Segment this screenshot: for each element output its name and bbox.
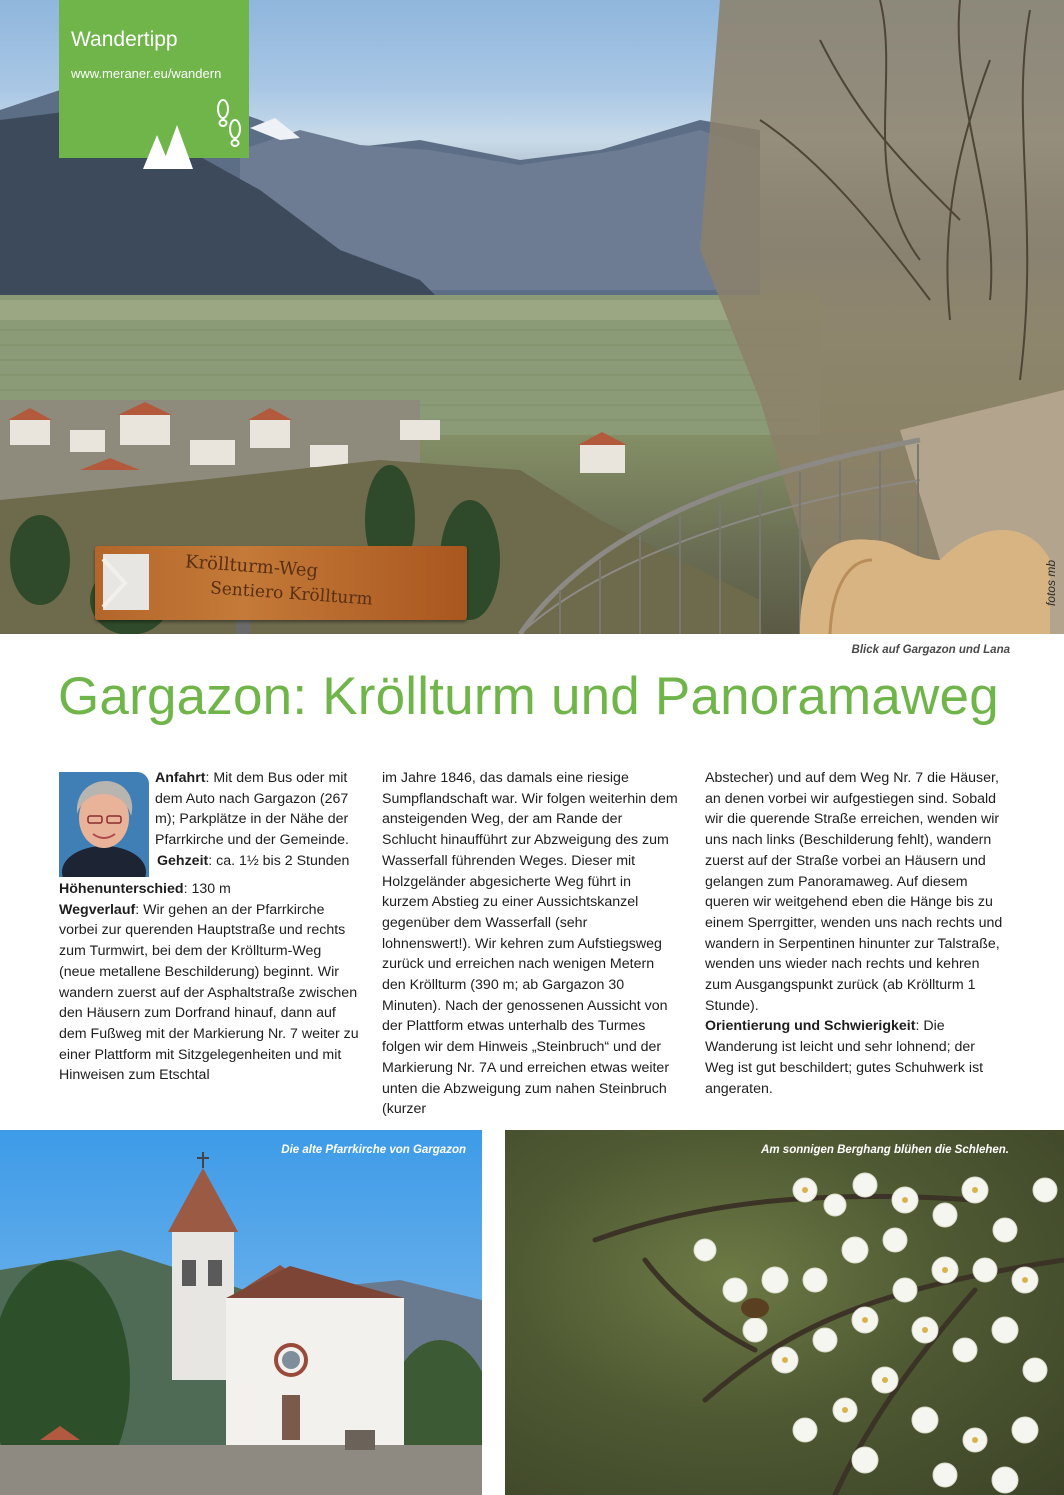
hero-caption: Blick auf Gargazon und Lana	[851, 644, 1010, 656]
chevron-right-icon	[95, 553, 131, 613]
blossom-caption: Am sonnigen Berghang blühen die Schlehen.	[761, 1144, 1009, 1156]
hero-photo	[0, 0, 1064, 634]
info-wegverlauf: Wegverlauf: Wir gehen an der Pfarrkirche vorbei zur querenden Hauptstraße und rechts zum Turmwirt, bei dem der Kröllturm-Weg (neue metallene Beschilderung) beginnt. Wir wandern zuerst auf der Asphaltstraße zwischen den Häusern zum Dorfrand hinauf, dann auf dem Fußweg mit der Markierung Nr. 7 weiter zu einer Plattform mit Sitzgelegenheiten und mit Hinweisen zum Etschtal	[59, 901, 359, 1084]
text-column-2	[382, 768, 680, 1120]
info-hoehenunterschied: Höhenunterschied: 130 m	[59, 881, 231, 897]
column-3-text: Abstecher) und auf dem Weg Nr. 7 die Häuser, an denen vorbei wir aufgestiegen sind. Sobald wir die querende Straße erreichen, wenden wir uns nach links (Beschilderung fehlt), wandern zuerst auf der Straße vorbei an Häusern und gelangen zum Panoramaweg. Auf diesem queren wir weitgehend eben die Hänge bis zu einem Sperrgitter, wenden uns nach rechts und wandern in Serpentinen hinunter zur Talstraße, wenden uns wieder nach rechts und kehren zum Ausgangspunkt zurück (ab Kröllturm 1 Stunde). Orientierung und Schwierigkeit: Die Wanderung ist leicht und sehr lohnend; der Weg ist gut beschildert; gutes Schuhwerk ist angeraten.	[705, 770, 1003, 1097]
info-gehzeit: Gehzeit: ca. 1½ bis 2 Stunden	[157, 852, 350, 869]
text-column-3	[705, 768, 1005, 1099]
banner-title: Wandertipp	[71, 28, 178, 51]
author-portrait	[59, 772, 149, 877]
church-caption: Die alte Pfarrkirche von Gargazon	[281, 1144, 466, 1156]
tree-icon	[139, 125, 199, 175]
article-title: Gargazon: Kröllturm und Panoramaweg	[58, 667, 999, 726]
column-2-text: im Jahre 1846, das damals eine riesige Sumpflandschaft war. Wir folgen weiterhin dem ansteigenden Weg, der am Rande der Schlucht hinaufführt zur Abzweigung des zum Wasserfall führenden Weges. Dieser mit Holzgeländer abgesicherte Weg führt in kurzem Abstieg zu einer Aussichtskanzel gegenüber dem Wasserfall (sehr lohnenswert!). Wir kehren zum Aufstiegsweg zurück und erreichen nach wenigen Metern den Kröllturm (390 m; ab Gargazon 30 Minuten). Nach der genossenen Aussicht von der Plattform etwas unterhalb des Turmes folgen wir dem Hinweis „Steinbruch“ und der Markierung Nr. 7A und erreichen etwas weiter unten die Abzweigung zum nahen Steinbruch (kurzer	[382, 770, 678, 1118]
sign-line-2: Sentiero Kröllturm	[209, 578, 374, 610]
info-anfahrt: Anfahrt: Mit dem Bus oder mit dem Auto nach Gargazon (267 m); Parkplätze in der Nähe der Pfarrkirche und der Gemeinde.	[155, 770, 349, 849]
church-photo	[0, 1130, 482, 1495]
blossom-photo	[505, 1130, 1064, 1495]
wandertipp-banner	[59, 0, 249, 158]
text-column-1	[59, 768, 359, 1086]
footprints-icon	[214, 95, 244, 155]
trail-sign	[95, 546, 467, 620]
banner-url[interactable]: www.meraner.eu/wandern	[71, 66, 222, 81]
church-illustration	[0, 1130, 482, 1495]
sign-line-1: Kröllturm-Weg	[184, 551, 319, 582]
blossom-illustration	[505, 1130, 1064, 1495]
photo-credit: fotos mb	[1044, 560, 1058, 607]
